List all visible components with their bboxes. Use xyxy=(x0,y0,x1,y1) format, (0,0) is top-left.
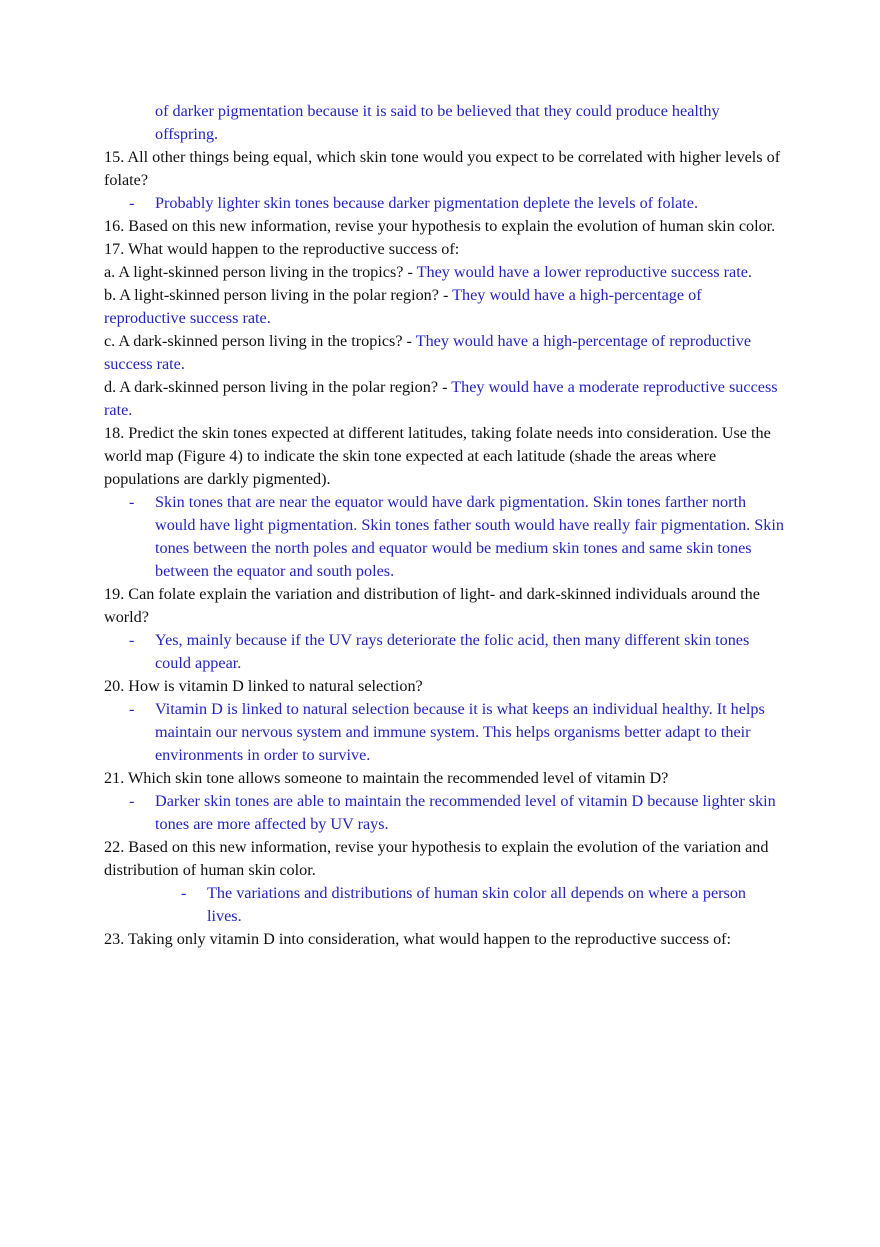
question-17a xyxy=(104,261,784,284)
question-16: 16. Based on this new information, revise your hypothesis to explain the evolution of human skin color. xyxy=(104,217,776,235)
question-17a-prompt: a. A light-skinned person living in the tropics? - xyxy=(104,263,417,281)
question-17b-answer: They would have a high-percentage of reproductive success rate. xyxy=(104,286,702,327)
question-17d-answer: They would have a moderate reproductive success rate. xyxy=(104,378,778,419)
question-17: 17. What would happen to the reproductive success of: xyxy=(104,240,460,258)
document-page xyxy=(104,100,784,951)
bullet-dash: - xyxy=(129,194,135,212)
continued-answer: of darker pigmentation because it is said to be believed that they could produce healthy offspring. xyxy=(155,102,720,143)
question-18: 18. Predict the skin tones expected at different latitudes, taking folate needs into consideration. Use the world map (Figure 4) to indicate the skin tone expected at each latitude (shade the areas where populations are darkly pigmented). xyxy=(104,424,771,488)
answer-22 xyxy=(104,882,784,928)
question-17a-answer: They would have a lower reproductive success rate. xyxy=(416,263,752,281)
answer-20 xyxy=(104,698,784,767)
question-23: 23. Taking only vitamin D into consideration, what would happen to the reproductive success of: xyxy=(104,930,732,948)
answer-15-text: Probably lighter skin tones because darker pigmentation deplete the levels of folate. xyxy=(155,194,699,212)
bullet-dash: - xyxy=(129,493,135,511)
bullet-dash: - xyxy=(181,884,187,902)
answer-22-text: The variations and distributions of human skin color all depends on where a person lives. xyxy=(207,884,747,925)
answer-19-text: Yes, mainly because if the UV rays deteriorate the folic acid, then many different skin tones could appear. xyxy=(155,631,750,672)
question-21: 21. Which skin tone allows someone to maintain the recommended level of vitamin D? xyxy=(104,769,669,787)
answer-19 xyxy=(104,629,784,675)
question-17c xyxy=(104,330,784,376)
answer-21-text: Darker skin tones are able to maintain the recommended level of vitamin D because lighter skin tones are more affected by UV rays. xyxy=(155,792,776,833)
question-15: 15. All other things being equal, which skin tone would you expect to be correlated with higher levels of folate? xyxy=(104,148,781,189)
question-19: 19. Can folate explain the variation and distribution of light- and dark-skinned individuals around the world? xyxy=(104,585,760,626)
question-17b-prompt: b. A light-skinned person living in the polar region? - xyxy=(104,286,453,304)
answer-21 xyxy=(104,790,784,836)
bullet-dash: - xyxy=(129,700,135,718)
question-17d xyxy=(104,376,784,422)
bullet-dash: - xyxy=(129,792,135,810)
question-22: 22. Based on this new information, revise your hypothesis to explain the evolution of the variation and distribution of human skin color. xyxy=(104,838,769,879)
question-17b xyxy=(104,284,784,330)
answer-18-text: Skin tones that are near the equator would have dark pigmentation. Skin tones farther north would have light pigmentation. Skin tones father south would have really fair pigmentation. Skin tones between the north poles and equator would be medium skin tones and same skin tones between the equator and south poles. xyxy=(155,493,784,580)
question-20: 20. How is vitamin D linked to natural selection? xyxy=(104,677,423,695)
question-17d-prompt: d. A dark-skinned person living in the polar region? - xyxy=(104,378,452,396)
answer-18 xyxy=(104,491,784,583)
answer-15 xyxy=(104,192,784,215)
bullet-dash: - xyxy=(129,631,135,649)
question-17c-prompt: c. A dark-skinned person living in the tropics? - xyxy=(104,332,416,350)
question-17c-answer: They would have a high-percentage of reproductive success rate. xyxy=(104,332,752,373)
answer-20-text: Vitamin D is linked to natural selection because it is what keeps an individual healthy. It helps maintain our nervous system and immune system. This helps organisms better adapt to their environments in order to survive. xyxy=(155,700,765,764)
